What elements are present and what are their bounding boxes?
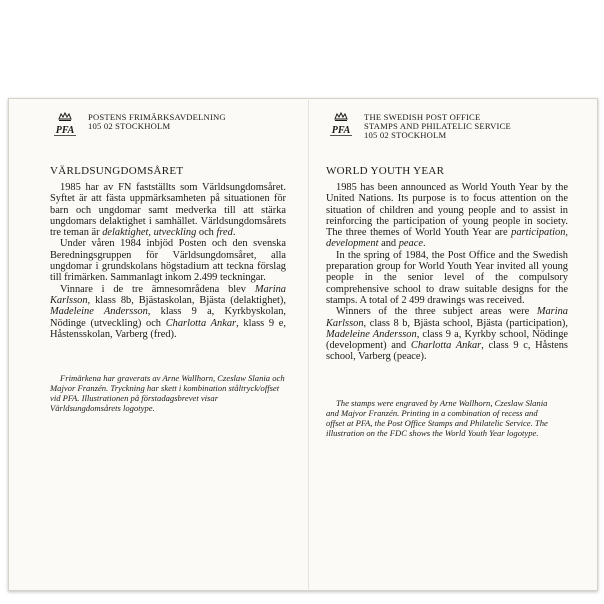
pfa-crown-logo-icon [326, 111, 356, 141]
paragraph: 1985 has been announced as World Youth Year by the United Nations. Its purpose is to focus attention on the situation of children and young people and to assist in reinforcing the participation of young people in society. The three themes of World Youth Year are participation, development and peace. [326, 182, 568, 250]
swedish-header [50, 111, 300, 143]
swedish-address [88, 113, 226, 131]
address-line: THE SWEDISH POST OFFICE [364, 112, 481, 122]
paragraph: In the spring of 1984, the Post Office and the Swedish preparation group for World Youth Year invited all young people in the senior level of the compulsory comprehensive school to draw suitable designs for the stamps. A total of 2 499 drawings was received. [326, 249, 568, 306]
english-header [326, 111, 576, 143]
address-line: POSTENS FRIMÄRKSAVDELNING [88, 112, 226, 122]
paragraph: 1985 har av FN fastställts som Världsungdomsåret. Syftet är att fästa uppmärksamheten på situationen för barn och ungdomar samt medverka till att stärka ungdomars delaktighet i samhället. Världsungdomsårets tre teman är delaktighet, utveckling och fred. [50, 182, 286, 239]
english-body [326, 182, 568, 363]
address-line: 105 02 STOCKHOLM [364, 130, 447, 140]
address-line: STAMPS AND PHILATELIC SERVICE [364, 121, 511, 131]
paragraph: Vinnare i de tre ämnesområdena blev Marina Karlsson, klass 8b, Bjästaskolan, Bjästa (delaktighet), Madeleine Andersson, klass 9 a, Kyrkbyskolan, Nödinge (utveckling) och Charlotta Ankar, klass 9 e, Håstensskolan, Varberg (fred). [50, 283, 286, 340]
paragraph: Under våren 1984 inbjöd Posten och den svenska Beredningsgruppen för Världsungdomsåret, alla ungdomar i grundskolans högstadium att teckna förslag till frimärken. Sammanlagt inkom 2.499 teckningar. [50, 238, 286, 284]
pfa-logo-text: PFA [55, 125, 75, 136]
info-card [8, 98, 598, 591]
english-title: WORLD YOUTH YEAR [326, 165, 445, 177]
pfa-logo-text: PFA [331, 125, 351, 136]
swedish-body [50, 182, 286, 340]
swedish-credit: Frimärkena har graverats av Arne Wallhorn, Czeslaw Slania och Majvor Franzén. Tryckning har skett i kombination ståltryck/offset vid PFA. Illustrationen på förstadagsbrevet visar Världsungdomsårets logotype. [50, 373, 285, 413]
english-credit: The stamps were engraved by Arne Wallhorn, Czeslaw Slania and Majvor Franzén. Printing in a combination of recess and offset at PFA, the Post Office Stamps and Philatelic Service. The illustration on the FDC shows the World Youth Year logotype. [326, 398, 548, 438]
paragraph: Winners of the three subject areas were Marina Karlsson, class 8 b, Bjästa school, Bjästa (participation), Madeleine Andersson, class 9 a, Kyrkby school, Nödinge (development) and Charlotta Ankar, class 9 c, Håstens school, Varberg (peace). [326, 306, 568, 363]
center-fold [308, 98, 309, 591]
address-line: 105 02 STOCKHOLM [88, 121, 171, 131]
swedish-title: VÄRLDSUNGDOMSÅRET [50, 165, 184, 177]
english-address [364, 113, 511, 140]
pfa-crown-logo-icon [50, 111, 80, 141]
